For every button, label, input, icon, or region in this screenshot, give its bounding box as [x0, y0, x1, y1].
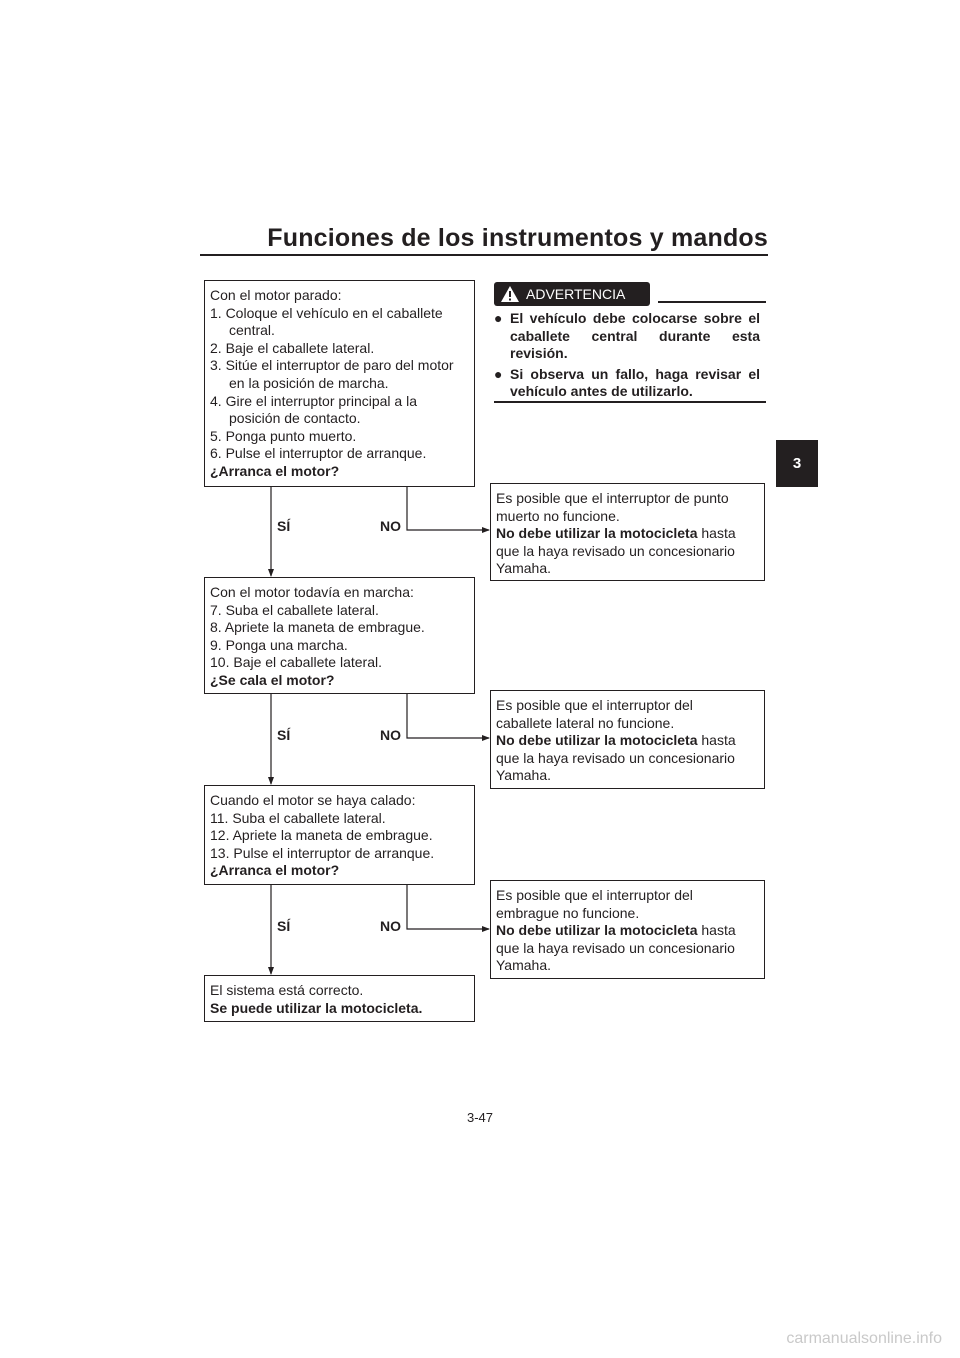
no-arrow [407, 694, 489, 738]
flow-result-2: Es posible que el interruptor del caballete lateral no funcione. No debe utilizar la motocicleta hasta que la haya revisado un concesionario Yamaha. [490, 690, 765, 789]
page-number: 3-47 [466, 1110, 494, 1125]
warning-list [494, 310, 760, 404]
flow-result-1: Es posible que el interruptor de punto muerto no funcione. No debe utilizar la motocicleta hasta que la haya revisado un concesionario Yamaha. [490, 483, 765, 581]
warning-triangle-icon [500, 285, 520, 303]
yes-label: SÍ [277, 518, 291, 534]
flow-result-3: Es posible que el interruptor del embrague no funcione. No debe utilizar la motocicleta hasta que la haya revisado un concesionario Yamaha. [490, 880, 765, 979]
warning-item: ● El vehículo debe colocarse sobre el caballete central durante esta revisión. [494, 310, 760, 362]
warning-item: ● Si observa un fallo, haga revisar el vehículo antes de utilizarlo. [494, 365, 760, 400]
flow-question: ¿Se cala el motor? [210, 671, 335, 688]
yes-label: SÍ [277, 727, 291, 743]
flow-step-1: Con el motor parado: 1. Coloque el vehículo en el caballete central. 2. Baje el caballete lateral. 3. Sitúe el interruptor de paro del motor en la posición de marcha. 4. Gire el interruptor principal a la posición de contacto. 5. Ponga punto muerto. 6. Pulse el interruptor de arranque. ¿Arranca el motor? [204, 280, 475, 487]
no-label: NO [380, 727, 401, 743]
flow-step-3: Cuando el motor se haya calado: 11. Suba el caballete lateral. 12. Apriete la maneta de embrague. 13. Pulse el interruptor de arranque. ¿Arranca el motor? [204, 785, 475, 885]
warning-emphasis: No debe utilizar la motocicleta [496, 922, 698, 939]
title-rule [200, 254, 768, 256]
flow-step-2: Con el motor todavía en marcha: 7. Suba el caballete lateral. 8. Apriete la maneta de embrague. 9. Ponga una marcha. 10. Baje el caballete lateral. ¿Se cala el motor? [204, 577, 475, 694]
warning-rule-bottom [494, 401, 766, 403]
flow-final: El sistema está correcto. Se puede utilizar la motocicleta. [204, 975, 475, 1022]
bullet-icon: ● [494, 310, 503, 326]
warning-emphasis: No debe utilizar la motocicleta [496, 732, 698, 749]
no-arrow [407, 487, 489, 530]
flow-question: ¿Arranca el motor? [210, 462, 340, 479]
no-label: NO [380, 918, 401, 934]
warning-badge [494, 282, 650, 306]
flow-question: ¿Arranca el motor? [210, 862, 340, 879]
chapter-tab: 3 [776, 440, 818, 487]
page-title: Funciones de los instrumentos y mandos [267, 224, 768, 252]
warning-label: ADVERTENCIA [526, 286, 626, 302]
watermark: carmanualsonline.info [786, 1330, 942, 1347]
warning-rule-top [658, 301, 766, 303]
no-arrow [407, 885, 489, 929]
bullet-icon: ● [494, 365, 503, 382]
warning-emphasis: No debe utilizar la motocicleta [496, 525, 698, 542]
yes-label: SÍ [277, 918, 291, 934]
no-label: NO [380, 518, 401, 534]
